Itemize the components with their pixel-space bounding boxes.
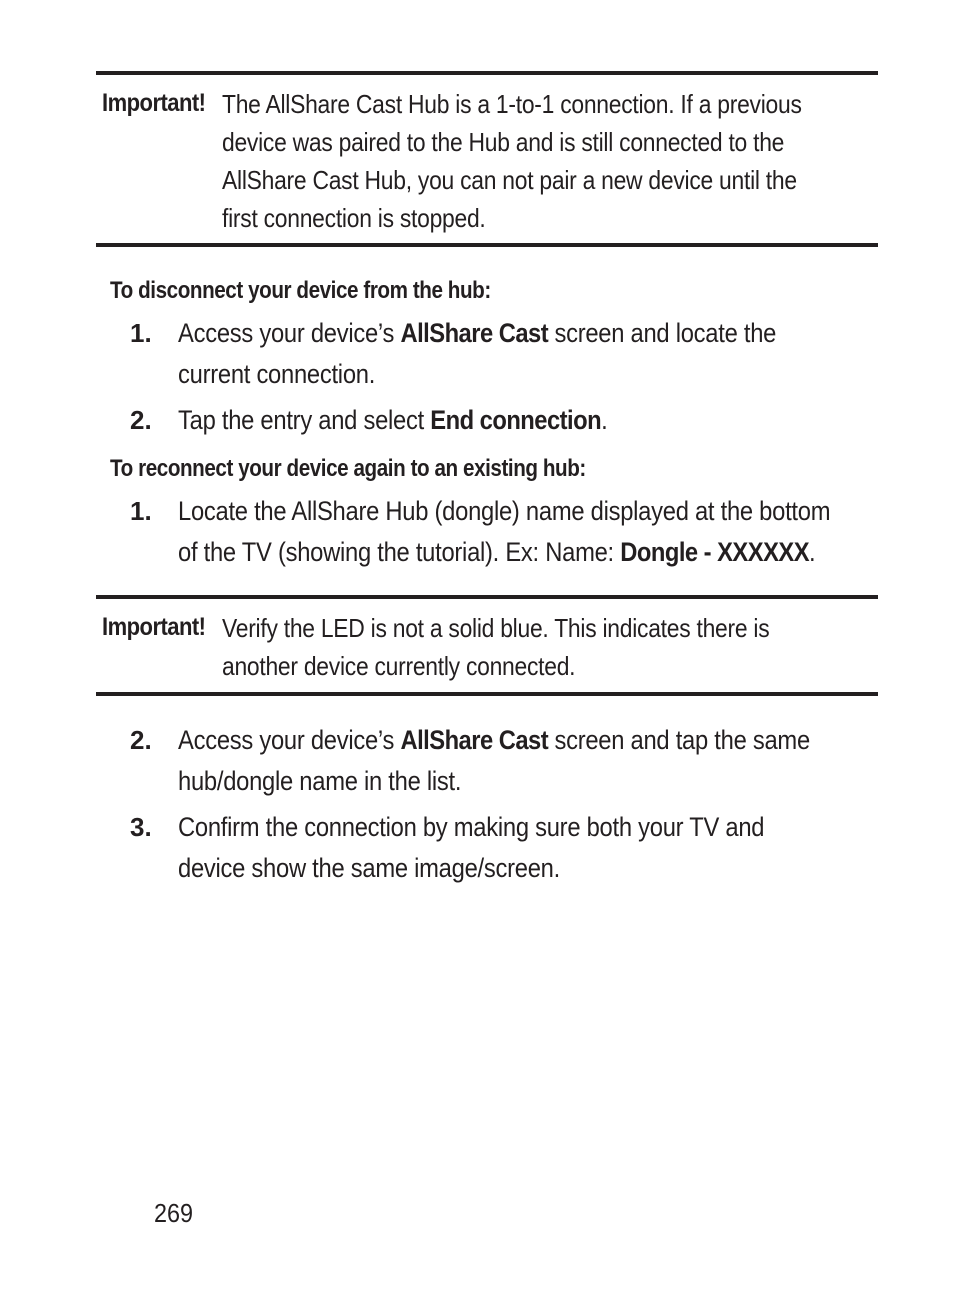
step-number: 2.: [130, 725, 152, 755]
note-line: another device currently connected.: [222, 651, 576, 681]
reconnect-step-3: [178, 807, 764, 889]
note-line: AllShare Cast Hub, you can not pair a new device until the: [222, 165, 797, 195]
step-text: screen and tap the same: [548, 725, 810, 755]
important-note-text: [222, 609, 769, 685]
step-number: 1.: [130, 318, 152, 348]
step-text: Locate the AllShare Hub (dongle) name displayed at the bottom: [178, 496, 831, 526]
page-number: 269: [154, 1198, 194, 1228]
allshare-cast-term: AllShare Cast: [400, 725, 549, 755]
disconnect-step-2: [178, 400, 607, 441]
step-number: 3.: [130, 812, 152, 842]
step-text: Confirm the connection by making sure both your TV and: [178, 812, 765, 842]
disconnect-heading: To disconnect your device from the hub:: [110, 277, 491, 304]
step-text: .: [601, 405, 608, 435]
important-note-led: [96, 595, 878, 696]
note-line: first connection is stopped.: [222, 203, 486, 233]
reconnect-step-2: [178, 720, 810, 802]
note-line: Verify the LED is not a solid blue. This indicates there is: [222, 613, 770, 643]
step-text: screen and locate the: [548, 318, 777, 348]
note-line: The AllShare Cast Hub is a 1-to-1 connection. If a previous: [222, 89, 802, 119]
important-note-hub-connection: [96, 71, 878, 247]
end-connection-term: End connection: [430, 405, 602, 435]
step-text: of the TV (showing the tutorial). Ex: Name:: [178, 537, 621, 567]
step-text: device show the same image/screen.: [178, 853, 560, 883]
step-text: Access your device’s: [178, 318, 401, 348]
disconnect-step-1: [178, 313, 776, 395]
step-number: 1.: [130, 496, 152, 526]
important-note-text: [222, 85, 802, 237]
reconnect-step-1: [178, 491, 830, 573]
step-text: hub/dongle name in the list.: [178, 766, 462, 796]
step-text: Access your device’s: [178, 725, 401, 755]
important-label: Important!: [102, 613, 206, 641]
reconnect-heading: To reconnect your device again to an existing hub:: [110, 455, 586, 482]
step-text: current connection.: [178, 359, 376, 389]
allshare-cast-term: AllShare Cast: [400, 318, 549, 348]
step-text: Tap the entry and select: [178, 405, 431, 435]
dongle-name-example: Dongle - XXXXXX: [620, 537, 810, 567]
important-label: Important!: [102, 89, 206, 117]
step-number: 2.: [130, 405, 152, 435]
note-line: device was paired to the Hub and is still connected to the: [222, 127, 785, 157]
step-text: .: [809, 537, 816, 567]
